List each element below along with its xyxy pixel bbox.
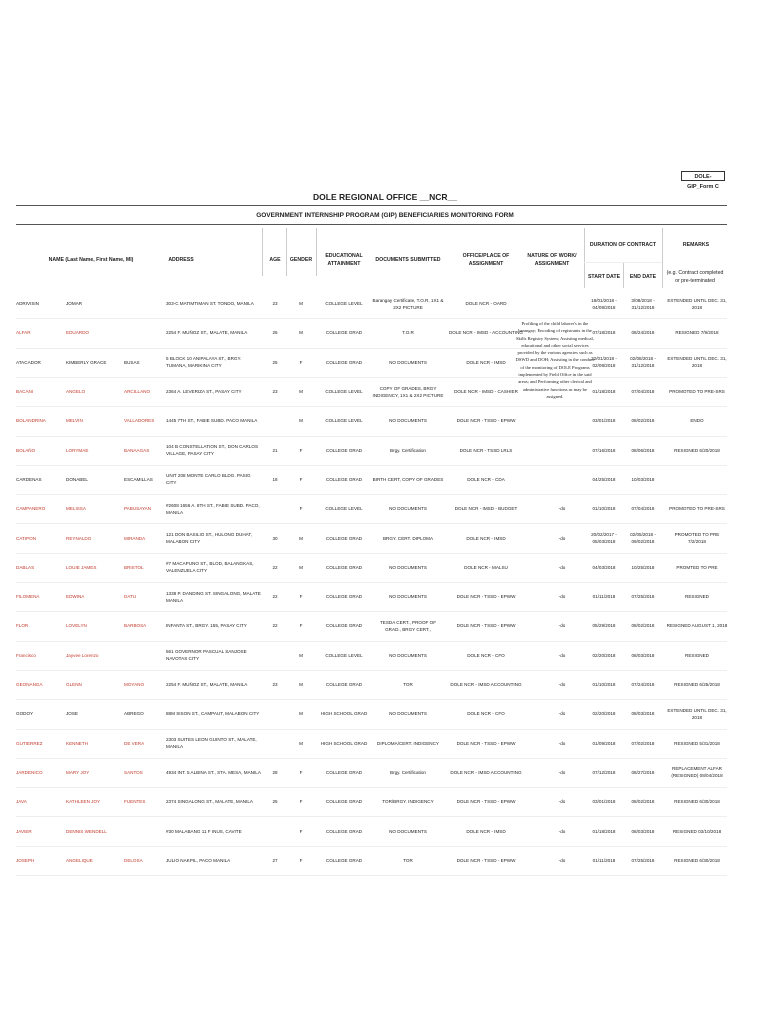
cell-nature-of-work: -do bbox=[558, 682, 566, 688]
cell-gender: M bbox=[299, 330, 303, 336]
cell-middle-name: ABREGO bbox=[124, 711, 144, 717]
cell-end-date: 07/04/2018 bbox=[631, 506, 655, 512]
cell-age: 22 bbox=[272, 623, 278, 629]
cell-age: 23 bbox=[272, 301, 278, 307]
cell-start-date: 03/01/2018 bbox=[592, 799, 616, 805]
cell-middle-name: FUENTES bbox=[124, 799, 146, 805]
cell-office: DOLE NCR - TSSD - EPWW bbox=[456, 623, 516, 629]
cell-office: DOLE NCR - TSSD - EPWW bbox=[456, 418, 516, 424]
cell-last-name: ALFAR bbox=[16, 330, 31, 336]
header-documents-submitted: DOCUMENTS SUBMITTED bbox=[375, 257, 441, 263]
cell-end-date: 08/03/2018 bbox=[631, 828, 655, 834]
cell-address: JULIO NAKPIL, PACO MANILA bbox=[166, 857, 231, 863]
cell-office: DOLE NCR - CFO bbox=[467, 711, 505, 717]
cell-address: 561 GOVERNOR PASCUAL SANJOSE NAVOTAS CITY bbox=[166, 649, 247, 662]
header-nature-of-work: NATURE OF WORK/ ASSIGNMENT bbox=[527, 253, 577, 267]
cell-educational-attainment: COLLEGE GRAD bbox=[325, 447, 363, 453]
cell-age: 22 bbox=[272, 594, 278, 600]
cell-address: 2254 F. MUÑOZ ST., MALATE, MANILA bbox=[166, 330, 248, 336]
cell-age bbox=[264, 729, 286, 758]
cell-first-name: LOVELYN bbox=[66, 623, 87, 629]
cell-nature-of-work: -do bbox=[558, 564, 566, 570]
cell-end-date: 07/25/2018 bbox=[631, 594, 655, 600]
header-remarks-sub: (e.g. Contract completed or pre-terminated bbox=[666, 270, 724, 284]
cell-start-date: 07/12/2018 bbox=[592, 769, 616, 775]
header-duration: DURATION OF CONTRACT bbox=[589, 242, 657, 248]
cell-office: DOLE NCR - IMSD bbox=[466, 828, 506, 834]
cell-middle-name bbox=[124, 289, 164, 318]
cell-middle-name: BANAAGAS bbox=[124, 447, 150, 453]
header-office: OFFICE/PLACE OF ASSIGNMENT bbox=[462, 253, 510, 267]
cell-gender: F bbox=[299, 476, 303, 482]
cell-age: 28 bbox=[272, 769, 278, 775]
cell-office: DOLE NCR - TSSD - EPWW bbox=[456, 740, 516, 746]
cell-start-date: 20/02/2017 - 05/03/2018 bbox=[591, 532, 617, 545]
cell-nature-of-work: -do bbox=[558, 506, 566, 512]
cell-end-date: 08/06/2018 bbox=[631, 447, 655, 453]
cell-educational-attainment: COLLEGE GRAD bbox=[325, 594, 363, 600]
cell-documents-submitted: TOR/BRGY. INDIGENCY bbox=[382, 799, 434, 805]
cell-address: #7 MACAPUNO ST., BLOD, BALANGKAS, VALENZUELA CITY bbox=[166, 561, 254, 574]
cell-start-date: 02/20/2018 bbox=[592, 652, 616, 658]
cell-office: DOLE NCR - IMSD - CASHIER bbox=[454, 389, 518, 395]
cell-first-name: MARY JOY bbox=[66, 769, 90, 775]
cell-start-date: 04/25/2018 bbox=[592, 476, 616, 482]
cell-middle-name: MOYANO bbox=[124, 682, 145, 688]
cell-end-date: 07/24/2018 bbox=[631, 682, 655, 688]
cell-start-date: 01/18/2018 bbox=[592, 389, 616, 395]
cell-gender: M bbox=[299, 301, 303, 307]
cell-end-date: 02/08/2018 - 31/12/2018 bbox=[630, 356, 656, 369]
header-divider bbox=[584, 228, 585, 288]
cell-age: 22 bbox=[272, 564, 278, 570]
cell-address: 2303 SUITES LEON GUINTO ST., MALATE, MANILA bbox=[166, 737, 257, 750]
cell-age bbox=[264, 494, 286, 523]
cell-gender: F bbox=[299, 857, 303, 863]
cell-remarks: EXTENDED UNTIL DEC. 31, 2018 bbox=[667, 297, 727, 310]
cell-start-date: 01/11/2018 bbox=[592, 857, 616, 863]
cell-address: #2608 1656 A. 8TH ST., FABIE SUBD. PACO, MANILA bbox=[166, 502, 260, 515]
cell-address: INFANTA ST., BRGY. 155, PASAY CITY bbox=[166, 623, 247, 629]
page-subtitle: GOVERNMENT INTERNSHIP PROGRAM (GIP) BENEFICIARIES MONITORING FORM bbox=[256, 212, 514, 219]
header-divider bbox=[286, 228, 287, 276]
cell-office: DOLE NCR - IMSD bbox=[466, 535, 506, 541]
cell-nature-of-work: -do bbox=[558, 857, 566, 863]
cell-documents-submitted: NO DOCUMENTS bbox=[389, 828, 427, 834]
cell-last-name: CARDENAS bbox=[16, 476, 42, 482]
cell-address: 2374 SINGALONG ST., MALATE, MANILA bbox=[166, 799, 253, 805]
cell-documents-submitted: Barangay Certificate, T.O.R, 1X1 & 2X2 PICTURE bbox=[372, 297, 444, 310]
cell-remarks: RESIGNED 03/10/2018 bbox=[672, 828, 722, 834]
cell-address: 88M SISON ST., CAMPAUT, MALABON CITY bbox=[166, 711, 260, 717]
cell-educational-attainment: COLLEGE GRAD bbox=[325, 828, 363, 834]
cell-gender: F bbox=[299, 359, 303, 365]
cell-start-date: 03/01/2018 bbox=[592, 418, 616, 424]
cell-documents-submitted: DIPLOMA/CERT. INDIGENCY bbox=[377, 740, 439, 746]
cell-nature-of-work: -do bbox=[558, 652, 566, 658]
cell-educational-attainment: COLLEGE LEVEL bbox=[325, 418, 363, 424]
cell-first-name: JOSE bbox=[66, 711, 78, 717]
header-remarks: REMARKS bbox=[682, 242, 710, 248]
cell-gender: F bbox=[299, 623, 303, 629]
cell-last-name: JAVIER bbox=[16, 828, 32, 834]
row-divider bbox=[16, 875, 727, 876]
cell-last-name: JOSEPH bbox=[16, 857, 35, 863]
header-divider bbox=[262, 228, 263, 276]
cell-remarks: PROMOTED TO PRE-SRS bbox=[669, 506, 725, 512]
cell-end-date: 08/02/2018 bbox=[631, 418, 655, 424]
cell-educational-attainment: COLLEGE GRAD bbox=[325, 623, 363, 629]
cell-educational-attainment: COLLEGE LEVEL bbox=[325, 506, 363, 512]
cell-last-name: GUTIERREZ bbox=[16, 740, 43, 746]
cell-remarks: RESIGNED bbox=[685, 594, 709, 600]
cell-end-date: 08/27/2018 bbox=[631, 769, 655, 775]
cell-office: DOLE NCR - CFO bbox=[467, 652, 505, 658]
cell-remarks: PROMOTED TO PRE 7/2/2018 bbox=[674, 532, 720, 545]
cell-middle-name: PABUSAYAN bbox=[124, 506, 152, 512]
cell-office: DOLE NCR - IMSD - BUDGET bbox=[454, 506, 518, 512]
cell-last-name: JARDENICO bbox=[16, 769, 43, 775]
cell-documents-submitted: Brgy. Certification bbox=[390, 769, 426, 775]
cell-age: 23 bbox=[272, 682, 278, 688]
cell-remarks bbox=[666, 465, 728, 494]
cell-remarks: EXTENDED UNTIL DEC. 31, 2018 bbox=[667, 707, 727, 720]
cell-start-date: 01/10/2018 bbox=[592, 682, 616, 688]
cell-remarks: RESIGNED bbox=[685, 652, 709, 658]
header-end-date: END DATE bbox=[629, 274, 657, 280]
cell-gender: F bbox=[299, 769, 303, 775]
cell-first-name: KENNETH bbox=[66, 740, 88, 746]
cell-office: DOLE NCR - TSSD - EPWW bbox=[456, 799, 516, 805]
cell-gender: M bbox=[299, 389, 303, 395]
cell-office: DOLE NCR - TSSD LRLS bbox=[459, 447, 513, 453]
cell-age bbox=[264, 641, 286, 670]
form-code-badge: DOLE-GIP_Form C bbox=[681, 171, 725, 181]
cell-first-name: REYNALDO bbox=[66, 535, 92, 541]
cell-gender: F bbox=[299, 828, 303, 834]
header-name: NAME (Last Name, First Name, MI) bbox=[48, 257, 134, 263]
cell-nature-of-work: -do bbox=[558, 711, 566, 717]
cell-gender: F bbox=[299, 506, 303, 512]
cell-remarks: PROMTED TO PRE bbox=[676, 564, 718, 570]
cell-documents-submitted: Brgy. Certification bbox=[390, 447, 426, 453]
cell-documents-submitted: TESDA CERT., PROOF OF GRAD., BRGY CERT., bbox=[379, 619, 437, 632]
cell-documents-submitted: NO DOCUMENTS bbox=[389, 506, 427, 512]
cell-end-date: 07/04/2018 bbox=[631, 389, 655, 395]
cell-gender: F bbox=[299, 594, 303, 600]
cell-first-name: MELISSA bbox=[66, 506, 86, 512]
cell-educational-attainment: COLLEGE GRAD bbox=[325, 769, 363, 775]
cell-middle-name: ARCILLANO bbox=[124, 389, 151, 395]
cell-office: DOLE NCR - IMSD ACCOUNTING bbox=[450, 769, 522, 775]
cell-last-name: FILOMENA bbox=[16, 594, 40, 600]
cell-age: 27 bbox=[272, 857, 278, 863]
cell-start-date: 05/29/2018 bbox=[592, 623, 616, 629]
cell-educational-attainment: COLLEGE GRAD bbox=[325, 564, 363, 570]
cell-last-name: GEONANGA bbox=[16, 682, 43, 688]
cell-remarks: EXTENDED UNTIL DEC. 31, 2018 bbox=[667, 356, 727, 369]
cell-documents-submitted: NO DOCUMENTS bbox=[389, 652, 427, 658]
cell-remarks: RESIGNED 5/31/2018 bbox=[674, 740, 720, 746]
cell-educational-attainment: COLLEGE GRAD bbox=[325, 330, 363, 336]
cell-last-name: Francisco bbox=[16, 652, 36, 658]
cell-first-name: DENNIS WENDELL bbox=[66, 828, 107, 834]
header-start-date: START DATE bbox=[587, 274, 621, 280]
cell-start-date: 07/18/2018 bbox=[592, 330, 616, 336]
cell-first-name: ANGELIQUE bbox=[66, 857, 93, 863]
cell-end-date: 07/02/2018 bbox=[631, 740, 655, 746]
cell-gender: F bbox=[299, 799, 303, 805]
cell-first-name: EDUARDO bbox=[66, 330, 89, 336]
cell-remarks: PROMOTED TO PRE-SRS bbox=[669, 389, 725, 395]
cell-remarks: RESIGNED 6/30/2018 bbox=[674, 799, 720, 805]
cell-first-name: ANGELO bbox=[66, 389, 86, 395]
cell-nature-of-work: -do bbox=[558, 769, 566, 775]
cell-end-date: 08/02/2018 bbox=[631, 799, 655, 805]
cell-documents-submitted: TOR bbox=[403, 682, 413, 688]
cell-remarks: REPLACEMENT ALFAR (RESIGNED) 08/04/2018 bbox=[671, 766, 723, 779]
cell-documents-submitted: NO DOCUMENTS bbox=[389, 359, 427, 365]
cell-gender: M bbox=[299, 682, 303, 688]
nature-of-work-text: Profiling of the child laborer's in the barangay; Encoding of registrants in the Skills Registry System; Assisting medical, educational and other social services provided by the various agencies such as DSWD and DOH; Assisting in the conduct of the monitoring of DOLE Programs implemented by Field Office in the said areas; and Performing other clerical and administrative functions as may be assigned. bbox=[515, 321, 595, 399]
cell-office: DOLE NCR - OARD bbox=[465, 301, 507, 307]
cell-remarks: ENDO bbox=[690, 418, 704, 424]
cell-start-date: 01/10/2018 bbox=[592, 506, 616, 512]
cell-educational-attainment: COLLEGE GRAD bbox=[325, 799, 363, 805]
header-divider bbox=[316, 228, 317, 276]
cell-gender: M bbox=[299, 418, 303, 424]
cell-end-date: 08/24/2018 bbox=[631, 330, 655, 336]
cell-end-date: 10/25/2018 bbox=[631, 564, 655, 570]
cell-educational-attainment: HIGH SCHOOL GRAD bbox=[320, 711, 368, 717]
header-divider bbox=[584, 262, 662, 263]
cell-nature-of-work: -do bbox=[558, 623, 566, 629]
header-educational-attainment: EDUCATIONAL ATTAINMENT bbox=[325, 253, 363, 267]
cell-address: #30 MALABANG 11 F INUS, CAVITE bbox=[166, 828, 242, 834]
cell-educational-attainment: COLLEGE GRAD bbox=[325, 857, 363, 863]
cell-start-date: 04/03/2018 bbox=[592, 564, 616, 570]
cell-end-date: 3/08/2018 - 31/12/2018 bbox=[631, 297, 655, 310]
cell-first-name: GLENN bbox=[66, 682, 82, 688]
cell-middle-name: DE VERA bbox=[124, 740, 145, 746]
cell-first-name: EDWINA bbox=[66, 594, 85, 600]
header-divider bbox=[623, 262, 624, 288]
cell-documents-submitted: TOR bbox=[403, 857, 413, 863]
cell-gender: F bbox=[299, 447, 303, 453]
cell-remarks: RESIGNED 7/9/2018 bbox=[675, 330, 719, 336]
cell-age bbox=[264, 699, 286, 728]
cell-address: 4934 INT. 5 ALBINA ST., STA. MESA, MANILA bbox=[166, 769, 261, 775]
cell-address: 5 BLOCK 10 ANIPALAYA ST., BRGY. TUMANA, MARIKINA CITY bbox=[166, 356, 242, 369]
cell-start-date: 07/16/2018 bbox=[592, 447, 616, 453]
cell-first-name: LOUIE JAMES bbox=[66, 564, 97, 570]
cell-educational-attainment: COLLEGE LEVEL bbox=[325, 389, 363, 395]
header-address: ADDRESS bbox=[168, 257, 194, 263]
cell-start-date: 18/01/2018 - 04/08/2018 bbox=[591, 297, 617, 310]
cell-nature-of-work: -do bbox=[558, 828, 566, 834]
cell-documents-submitted: T.O.R bbox=[402, 330, 414, 336]
cell-middle-name: DATU bbox=[124, 594, 137, 600]
cell-middle-name: ESCAMILLAS bbox=[124, 476, 153, 482]
cell-address: 2254 F. MUÑOZ ST., MALATE, MANILA bbox=[166, 682, 248, 688]
cell-first-name: JOMAR bbox=[66, 301, 83, 307]
cell-middle-name bbox=[124, 816, 164, 845]
cell-educational-attainment: COLLEGE GRAD bbox=[325, 535, 363, 541]
cell-nature-of-work: -do bbox=[558, 594, 566, 600]
cell-start-date: 01/11/2018 bbox=[592, 594, 616, 600]
cell-first-name: KATHLEEN JOY bbox=[66, 799, 101, 805]
cell-documents-submitted: NO DOCUMENTS bbox=[389, 564, 427, 570]
cell-last-name: ADRIVISIN bbox=[16, 301, 39, 307]
cell-address: 104 B CONSTELLATION ST., DON CARLOS VILLAGE, PASAY CITY bbox=[166, 444, 259, 457]
cell-start-date: 01/18/2018 bbox=[592, 828, 616, 834]
header-divider bbox=[662, 228, 663, 288]
cell-age: 18 bbox=[272, 476, 278, 482]
cell-middle-name bbox=[124, 318, 164, 347]
cell-last-name: CATIPON bbox=[16, 535, 37, 541]
cell-office: DOLE NCR - IMSD bbox=[466, 359, 506, 365]
cell-age: 30 bbox=[272, 535, 278, 541]
cell-address: 1338 P. DANDING ST. SINGALONG, MALATE MANILA bbox=[166, 590, 261, 603]
cell-educational-attainment: COLLEGE GRAD bbox=[325, 476, 363, 482]
cell-office: DOLE NCR - IMSD ACCOUNTING bbox=[450, 682, 522, 688]
cell-nature-of-work: -do bbox=[558, 799, 566, 805]
cell-middle-name bbox=[124, 641, 164, 670]
cell-remarks: RESIGNED 6/20/2018 bbox=[674, 447, 720, 453]
cell-remarks: RESIGNED 6/25/2018 bbox=[674, 682, 720, 688]
header-gender: GENDER bbox=[289, 257, 313, 263]
cell-end-date: 08/03/2018 bbox=[631, 652, 655, 658]
page-title: DOLE REGIONAL OFFICE __NCR__ bbox=[313, 192, 457, 202]
cell-remarks: RESIGNED AUGUST 1, 2018 bbox=[666, 623, 728, 629]
cell-first-name: Jayvee Lorenzo bbox=[66, 652, 99, 658]
cell-office: DOLE NCR - TSSD - EPWW bbox=[456, 857, 516, 863]
cell-address: 1445 7TH ST., FABIE SUBD. PACO MANILA bbox=[166, 418, 258, 424]
cell-documents-submitted: BIRTH CERT, COPY OF GRADES bbox=[372, 476, 444, 482]
cell-gender: M bbox=[299, 535, 303, 541]
cell-first-name: KIMBERLY GRACE bbox=[66, 359, 107, 365]
cell-middle-name: MIRANDA bbox=[124, 535, 146, 541]
cell-middle-name: VALLADORES bbox=[124, 418, 155, 424]
cell-start-date: 01/09/2018 bbox=[592, 740, 616, 746]
cell-last-name: CAMPANERO bbox=[16, 506, 46, 512]
cell-first-name: MELVIN bbox=[66, 418, 83, 424]
cell-last-name: BACANI bbox=[16, 389, 34, 395]
cell-last-name: DABLAS bbox=[16, 564, 35, 570]
cell-educational-attainment: HIGH SCHOOL GRAD bbox=[320, 740, 368, 746]
cell-gender: M bbox=[299, 740, 303, 746]
cell-last-name: ATACADOR bbox=[16, 359, 41, 365]
cell-start-date: 22/01/2018 - 02/08/2018 bbox=[591, 356, 617, 369]
cell-address: 121 DON BASILIO ST., HULONG DUHAT, MALABON CITY bbox=[166, 532, 252, 545]
cell-office: DOLE NCR - TSSD - EPWW bbox=[456, 594, 516, 600]
cell-documents-submitted: NO DOCUMENTS bbox=[389, 594, 427, 600]
cell-end-date: 07/25/2018 bbox=[631, 857, 655, 863]
cell-first-name: LORYMAE bbox=[66, 447, 89, 453]
cell-age bbox=[264, 816, 286, 845]
cell-address: UNIT 208 MONTE CARLO BLDG. PASIG CITY bbox=[166, 473, 251, 486]
cell-last-name: BOLANDRINA bbox=[16, 418, 46, 424]
cell-last-name: GODOY bbox=[16, 711, 34, 717]
cell-gender: M bbox=[299, 652, 303, 658]
divider bbox=[16, 224, 727, 225]
cell-documents-submitted: NO DOCUMENTS bbox=[389, 711, 427, 717]
cell-last-name: BOLAÑO bbox=[16, 447, 36, 453]
cell-educational-attainment: COLLEGE GRAD bbox=[325, 359, 363, 365]
cell-educational-attainment: COLLEGE GRAD bbox=[325, 682, 363, 688]
cell-end-date: 02/05/2018 - 09/02/2018 bbox=[630, 532, 656, 545]
cell-age: 25 bbox=[272, 359, 278, 365]
cell-middle-name: BUSAS bbox=[124, 359, 140, 365]
cell-documents-submitted: BRGY. CERT. DIPLOMA bbox=[382, 535, 434, 541]
cell-age: 26 bbox=[272, 330, 278, 336]
cell-first-name: DONABEL bbox=[66, 476, 88, 482]
cell-middle-name: BRISTOL bbox=[124, 564, 144, 570]
cell-nature-of-work: -do bbox=[558, 740, 566, 746]
cell-start-date: 02/20/2018 bbox=[592, 711, 616, 717]
cell-educational-attainment: COLLEGE LEVEL bbox=[325, 652, 363, 658]
cell-end-date: 08/03/2018 bbox=[631, 711, 655, 717]
cell-end-date: 10/03/2018 bbox=[631, 476, 655, 482]
cell-age: 21 bbox=[272, 447, 278, 453]
cell-age: 25 bbox=[272, 799, 278, 805]
cell-office: DOLE NCR - IMSD - ACCOUNTING bbox=[448, 330, 523, 336]
cell-documents-submitted: NO DOCUMENTS bbox=[389, 418, 427, 424]
cell-remarks: RESIGNED 6/30/2018 bbox=[674, 857, 720, 863]
cell-documents-submitted: COPY OF GRADES, BRGY INDIGENCY, 1X1 & 2X2 PICTURE bbox=[372, 385, 444, 398]
cell-age: 23 bbox=[272, 389, 278, 395]
cell-address: 2364 A. LEVERIZA ST., PASAY CITY bbox=[166, 389, 242, 395]
cell-middle-name: SANTOS bbox=[124, 769, 143, 775]
cell-nature-of-work: -do bbox=[558, 535, 566, 541]
cell-gender: M bbox=[299, 564, 303, 570]
monitoring-table bbox=[16, 228, 727, 875]
cell-educational-attainment: COLLEGE LEVEL bbox=[325, 301, 363, 307]
cell-last-name: FLOR bbox=[16, 623, 29, 629]
cell-middle-name: BARBOSA bbox=[124, 623, 147, 629]
cell-age bbox=[264, 406, 286, 435]
cell-gender: M bbox=[299, 711, 303, 717]
cell-end-date: 08/02/2018 bbox=[631, 623, 655, 629]
cell-office: DOLE NCR - CDA bbox=[467, 476, 505, 482]
header-age: AGE bbox=[269, 257, 281, 263]
cell-middle-name: DELOSA bbox=[124, 857, 143, 863]
cell-address: 303-C MATIMTIMAN ST. TONDO, MANILA bbox=[166, 301, 254, 307]
divider bbox=[16, 205, 727, 206]
cell-office: DOLE NCR - MALSU bbox=[464, 564, 508, 570]
cell-last-name: JAVA bbox=[16, 799, 27, 805]
